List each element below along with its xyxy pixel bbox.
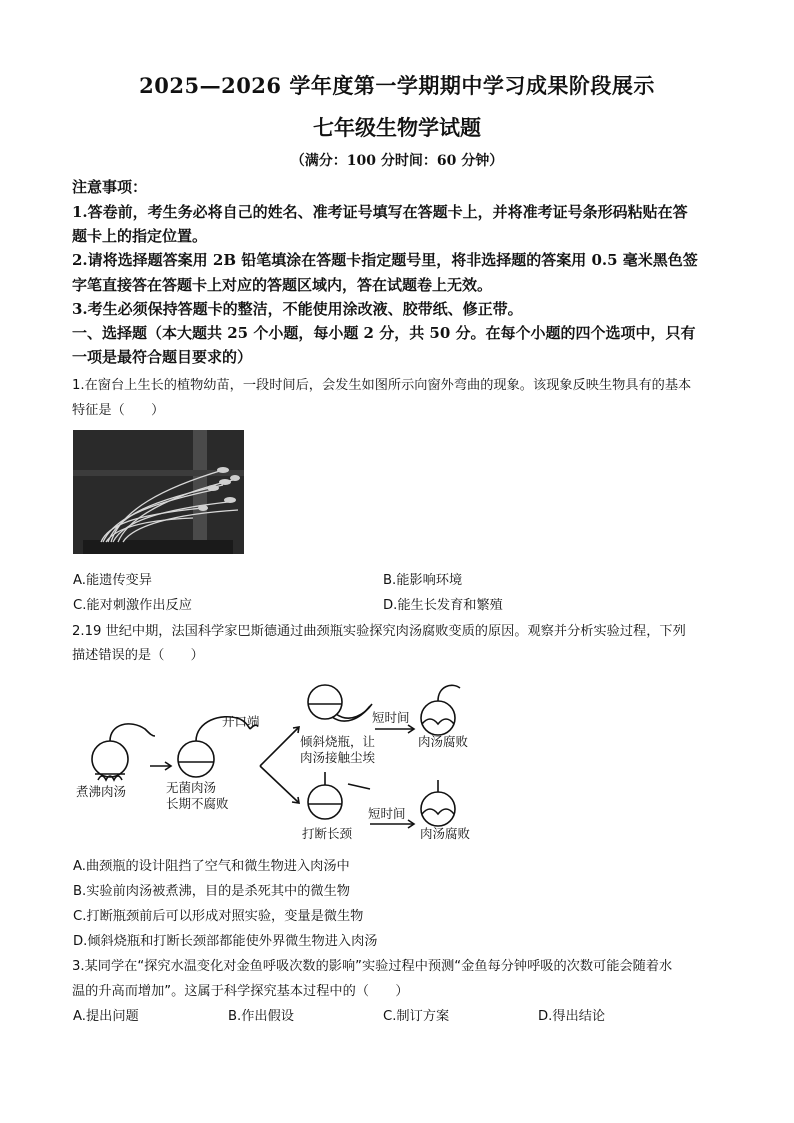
- q1-stem: 1.在窗台上生长的植物幼苗，一段时间后，会发生如图所示向窗外弯曲的现象。该现象反映生物具有的基本: [72, 378, 692, 393]
- section-heading-cont: 一项是最符合题目要求的）: [72, 348, 253, 366]
- section-heading: 一、选择题（本大题共 25 个小题，每小题 2 分，共 50 分。在每个小题的四个选项中，只有: [72, 324, 696, 342]
- notice-item: 1.答卷前，考生务必将自己的姓名、准考证号填写在答题卡上，并将准考证号条形码粘贴在答: [72, 203, 688, 221]
- exam-info: （满分：100 分时间：60 分钟）: [290, 153, 504, 169]
- q3-option-b[interactable]: B.作出假设: [228, 1009, 294, 1024]
- q1-option-b[interactable]: B.能影响环境: [383, 573, 463, 588]
- exam-title: 2025—2026 学年度第一学期期中学习成果阶段展示: [139, 73, 655, 98]
- label-no-spoil: 长期不腐败: [166, 796, 229, 811]
- label-break: 打断长颈: [302, 826, 353, 841]
- label-short-time-2: 短时间: [368, 806, 406, 821]
- q3-option-c[interactable]: C.制订方案: [383, 1009, 450, 1024]
- q1-option-a[interactable]: A.能遗传变异: [73, 573, 152, 588]
- q3-stem: 3.某同学在“探究水温变化对金鱼呼吸次数的影响”实验过程中预测“金鱼每分钟呼吸的次数可能会随着水: [72, 959, 673, 974]
- q2-option-c[interactable]: C.打断瓶颈前后可以形成对照实验，变量是微生物: [73, 909, 364, 924]
- label-spoil-1: 肉汤腐败: [418, 734, 469, 749]
- label-tilt: 倾斜烧瓶，让: [300, 734, 376, 749]
- q1-option-d[interactable]: D.能生长发育和繁殖: [383, 598, 503, 613]
- label-short-time-1: 短时间: [372, 710, 410, 725]
- q2-option-b[interactable]: B.实验前肉汤被煮沸，目的是杀死其中的微生物: [73, 884, 350, 899]
- label-dust: 肉汤接触尘埃: [300, 750, 376, 765]
- q2-stem-cont: 描述错误的是（ ）: [72, 648, 204, 663]
- label-open-end: 开口端: [222, 714, 260, 729]
- notice-heading: 注意事项：: [72, 178, 148, 196]
- q2-option-a[interactable]: A.曲颈瓶的设计阻挡了空气和微生物进入肉汤中: [73, 859, 350, 874]
- notice-item: 字笔直接答在答题卡上对应的答题区域内，答在试题卷上无效。: [72, 276, 493, 294]
- notice-item: 3.考生必须保持答题卡的整洁，不能使用涂改液、胶带纸、修正带。: [72, 300, 523, 318]
- q2-option-d[interactable]: D.倾斜烧瓶和打断长颈部都能使外界微生物进入肉汤: [73, 934, 378, 949]
- q2-stem: 2.19 世纪中期，法国科学家巴斯德通过曲颈瓶实验探究肉汤腐败变质的原因。观察并分析实验过程，下列: [72, 624, 686, 639]
- q3-option-a[interactable]: A.提出问题: [73, 1009, 139, 1024]
- pasteur-flask-diagram: [70, 674, 490, 850]
- q3-stem-cont: 温的升高而增加”。这属于科学探究基本过程中的（ ）: [72, 984, 409, 999]
- label-spoil-2: 肉汤腐败: [420, 826, 471, 841]
- seedling-photo: [73, 430, 244, 554]
- notice-item: 题卡上的指定位置。: [72, 227, 208, 245]
- label-sterile: 无菌肉汤: [166, 780, 217, 795]
- notice-item: 2.请将选择题答案用 2B 铅笔填涂在答题卡指定题号里，将非选择题的答案用 0.5 毫米黑色签: [72, 251, 698, 269]
- label-boil: 煮沸肉汤: [76, 784, 127, 799]
- q3-option-d[interactable]: D.得出结论: [538, 1009, 606, 1024]
- q1-stem-cont: 特征是（ ）: [72, 403, 165, 418]
- exam-subtitle: 七年级生物学试题: [313, 115, 481, 140]
- q1-option-c[interactable]: C.能对刺激作出反应: [73, 598, 192, 613]
